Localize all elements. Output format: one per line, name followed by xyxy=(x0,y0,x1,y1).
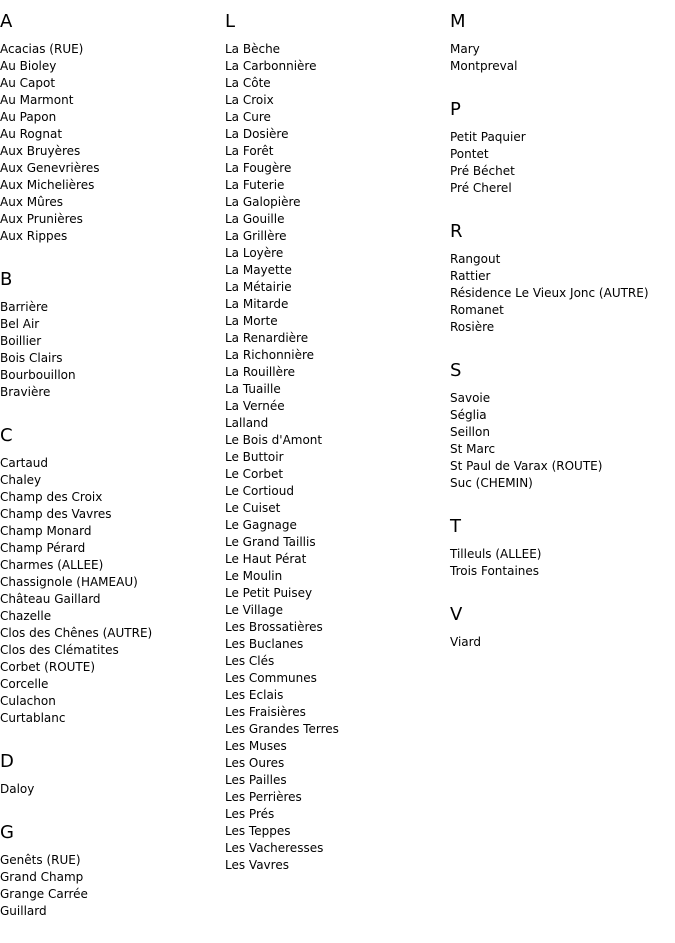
index-entry: Le Grand Taillis xyxy=(225,535,316,549)
index-entry: Chaley xyxy=(0,473,42,487)
index-entry: Savoie xyxy=(450,391,491,405)
index-entry: Mary xyxy=(450,42,480,56)
index-entry: Au Marmont xyxy=(0,93,74,107)
index-entry: Les Vavres xyxy=(225,858,289,872)
index-entry: Corbet (ROUTE) xyxy=(0,660,96,674)
index-entry: La Fougère xyxy=(225,161,292,175)
index-column-3 xyxy=(450,0,675,651)
index-entry: Viard xyxy=(450,635,481,649)
index-entry: La Métairie xyxy=(225,280,292,294)
index-entry: Les Communes xyxy=(225,671,317,685)
index-entry: Les Clés xyxy=(225,654,275,668)
index-column-2 xyxy=(225,0,445,874)
index-entry: Trois Fontaines xyxy=(450,564,540,578)
index-entry: Au Rognat xyxy=(0,127,63,141)
index-entry: Aux Michelières xyxy=(0,178,95,192)
index-entry: Rattier xyxy=(450,269,491,283)
index-entry: Suc (CHEMIN) xyxy=(450,476,533,490)
letter-section xyxy=(0,269,220,401)
letter-section xyxy=(0,751,220,798)
index-entry: Curtablanc xyxy=(0,711,66,725)
index-entry: Barrière xyxy=(0,300,49,314)
index-entry: Champ des Vavres xyxy=(0,507,112,521)
index-entry: Le Bois d'Amont xyxy=(225,433,323,447)
index-entry: La Richonnière xyxy=(225,348,315,362)
index-entry: La Morte xyxy=(225,314,278,328)
index-entry: Le Cortioud xyxy=(225,484,294,498)
index-entry: Charmes (ALLEE) xyxy=(0,558,104,572)
index-entry: Lalland xyxy=(225,416,269,430)
entry-list xyxy=(450,546,675,580)
letter-section xyxy=(0,11,220,245)
index-entry: Guillard xyxy=(0,904,47,918)
entry-list xyxy=(0,299,220,401)
index-entry: St Marc xyxy=(450,442,496,456)
index-entry: Chassignole (HAMEAU) xyxy=(0,575,138,589)
index-entry: Les Teppes xyxy=(225,824,291,838)
letter-section xyxy=(450,360,675,492)
index-entry: Le Cuiset xyxy=(225,501,281,515)
index-entry: La Rouillère xyxy=(225,365,296,379)
index-entry: Boillier xyxy=(0,334,42,348)
index-entry: Petit Paquier xyxy=(450,130,526,144)
index-entry: La Loyère xyxy=(225,246,284,260)
index-entry: Seillon xyxy=(450,425,490,439)
index-entry: La Gouille xyxy=(225,212,285,226)
index-entry: La Futerie xyxy=(225,178,285,192)
index-entry: Grange Carrée xyxy=(0,887,88,901)
index-entry: Romanet xyxy=(450,303,504,317)
section-letter-heading: D xyxy=(0,751,14,772)
section-letter-heading: R xyxy=(450,221,463,242)
letter-section xyxy=(450,604,675,651)
index-entry: Daloy xyxy=(0,782,35,796)
index-entry: Le Corbet xyxy=(225,467,284,481)
letter-section xyxy=(0,822,220,920)
entry-list xyxy=(450,41,675,75)
index-entry: Les Perrières xyxy=(225,790,302,804)
index-entry: Le Petit Puisey xyxy=(225,586,313,600)
index-entry: Clos des Clématites xyxy=(0,643,119,657)
index-entry: Les Fraisières xyxy=(225,705,306,719)
index-entry: Champ des Croix xyxy=(0,490,103,504)
letter-section xyxy=(450,99,675,197)
index-entry: Les Brossatières xyxy=(225,620,323,634)
index-entry: Rangout xyxy=(450,252,501,266)
letter-section xyxy=(0,425,220,727)
index-entry: Champ Pérard xyxy=(0,541,86,555)
index-entry: Pontet xyxy=(450,147,489,161)
index-entry: Aux Genevrières xyxy=(0,161,100,175)
letter-section xyxy=(225,11,445,874)
index-entry: Le Buttoir xyxy=(225,450,284,464)
index-entry: La Bèche xyxy=(225,42,281,56)
index-entry: Rosière xyxy=(450,320,495,334)
index-entry: La Côte xyxy=(225,76,271,90)
section-letter-heading: P xyxy=(450,99,461,120)
index-entry: Bourbouillon xyxy=(0,368,76,382)
section-letter-heading: A xyxy=(0,11,13,32)
entry-list xyxy=(450,390,675,492)
index-entry: Tilleuls (ALLEE) xyxy=(450,547,542,561)
index-entry: Acacias (RUE) xyxy=(0,42,84,56)
letter-section xyxy=(450,516,675,580)
index-entry: La Renardière xyxy=(225,331,309,345)
index-entry: Le Moulin xyxy=(225,569,283,583)
index-entry: Grand Champ xyxy=(0,870,84,884)
section-letter-heading: B xyxy=(0,269,13,290)
index-entry: Corcelle xyxy=(0,677,49,691)
index-entry: La Cure xyxy=(225,110,271,124)
index-entry: La Dosière xyxy=(225,127,289,141)
index-entry: La Grillère xyxy=(225,229,287,243)
entry-list xyxy=(225,41,445,874)
index-entry: Le Haut Pérat xyxy=(225,552,307,566)
index-entry: Au Bioley xyxy=(0,59,57,73)
section-letter-heading: V xyxy=(450,604,463,625)
index-entry: Champ Monard xyxy=(0,524,92,538)
index-entry: Aux Mûres xyxy=(0,195,63,209)
section-letter-heading: M xyxy=(450,11,466,32)
section-letter-heading: S xyxy=(450,360,462,381)
entry-list xyxy=(0,41,220,245)
entry-list xyxy=(0,852,220,920)
index-entry: La Forêt xyxy=(225,144,274,158)
index-entry: Les Pailles xyxy=(225,773,287,787)
index-entry: La Vernée xyxy=(225,399,285,413)
index-entry: Pré Cherel xyxy=(450,181,512,195)
index-entry: La Mayette xyxy=(225,263,292,277)
index-entry: Culachon xyxy=(0,694,56,708)
index-entry: Pré Béchet xyxy=(450,164,515,178)
entry-list xyxy=(450,251,675,336)
index-entry: Les Vacheresses xyxy=(225,841,324,855)
index-entry: Au Capot xyxy=(0,76,56,90)
index-entry: La Tuaille xyxy=(225,382,281,396)
index-entry: La Galopière xyxy=(225,195,301,209)
index-entry: La Mitarde xyxy=(225,297,289,311)
index-entry: Au Papon xyxy=(0,110,57,124)
index-entry: Genêts (RUE) xyxy=(0,853,81,867)
index-entry: La Croix xyxy=(225,93,274,107)
index-entry: Les Prés xyxy=(225,807,275,821)
index-entry: Les Grandes Terres xyxy=(225,722,339,736)
index-entry: Château Gaillard xyxy=(0,592,101,606)
section-letter-heading: T xyxy=(450,516,461,537)
index-column-1 xyxy=(0,0,220,920)
letter-section xyxy=(450,221,675,336)
letter-section xyxy=(450,11,675,75)
entry-list xyxy=(450,129,675,197)
section-letter-heading: G xyxy=(0,822,14,843)
index-entry: St Paul de Varax (ROUTE) xyxy=(450,459,603,473)
index-entry: Bravière xyxy=(0,385,51,399)
index-entry: Séglia xyxy=(450,408,487,422)
index-entry: Clos des Chênes (AUTRE) xyxy=(0,626,153,640)
index-entry: Bois Clairs xyxy=(0,351,63,365)
index-entry: Aux Bruyères xyxy=(0,144,81,158)
index-entry: Le Village xyxy=(225,603,283,617)
index-entry: Résidence Le Vieux Jonc (AUTRE) xyxy=(450,286,649,300)
index-entry: Aux Prunières xyxy=(0,212,83,226)
index-entry: Les Buclanes xyxy=(225,637,304,651)
entry-list xyxy=(0,781,220,798)
index-entry: Les Muses xyxy=(225,739,287,753)
index-entry: La Carbonnière xyxy=(225,59,317,73)
entry-list xyxy=(450,634,675,651)
index-entry: Chazelle xyxy=(0,609,52,623)
index-entry: Aux Rippes xyxy=(0,229,68,243)
index-entry: Cartaud xyxy=(0,456,48,470)
index-entry: Montpreval xyxy=(450,59,518,73)
index-entry: Le Gagnage xyxy=(225,518,297,532)
entry-list xyxy=(0,455,220,727)
index-entry: Les Eclais xyxy=(225,688,284,702)
section-letter-heading: L xyxy=(225,11,236,32)
index-entry: Bel Air xyxy=(0,317,40,331)
index-entry: Les Oures xyxy=(225,756,285,770)
section-letter-heading: C xyxy=(0,425,13,446)
